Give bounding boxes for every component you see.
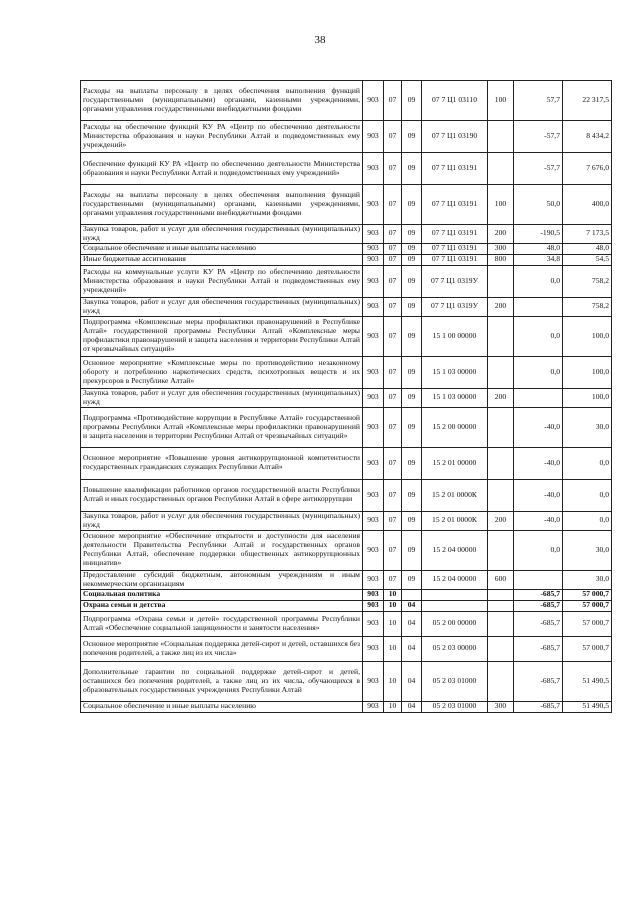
row-expense-type: 300 [488, 701, 514, 712]
row-change-amount: -685,7 [514, 701, 563, 712]
row-change-amount: 0,0 [514, 316, 563, 356]
row-name: Расходы на выплаты персоналу в целях обеспечения выполнения функций государственными (муниципальными) органами, казенными учреждениями, органами управления государственными внебюджетными фондами [81, 81, 363, 121]
row-section-code: 07 [384, 356, 402, 388]
row-section-code: 10 [384, 636, 402, 661]
row-subsection-code: 09 [402, 121, 422, 153]
table-row [81, 81, 612, 121]
row-section-code: 07 [384, 511, 402, 530]
row-subsection-code: 04 [402, 600, 422, 611]
row-name: Основное мероприятие «Повышение уровня антикоррупционной компетентности государственных гражданских служащих Республики Алтай» [81, 447, 363, 479]
row-program-code: 05 2 03 01000 [422, 661, 488, 701]
table-row [81, 636, 612, 661]
row-name: Социальное обеспечение и иные выплаты населению [81, 701, 363, 712]
row-subsection-code: 09 [402, 265, 422, 297]
row-admin-code: 903 [363, 81, 384, 121]
table-row [81, 243, 612, 254]
row-admin-code: 903 [363, 121, 384, 153]
row-expense-type [488, 153, 514, 185]
row-admin-code: 903 [363, 636, 384, 661]
row-name: Закупка товаров, работ и услуг для обеспечения государственных (муниципальных) нужд [81, 297, 363, 316]
row-change-amount: -40,0 [514, 447, 563, 479]
budget-table [80, 80, 612, 713]
row-change-amount: 48,0 [514, 243, 563, 254]
row-change-amount: -57,7 [514, 153, 563, 185]
table-row [81, 611, 612, 636]
row-expense-type [488, 611, 514, 636]
row-name: Социальная политика [81, 589, 363, 600]
row-admin-code: 903 [363, 356, 384, 388]
row-change-amount: -685,7 [514, 661, 563, 701]
row-total-amount: 0,0 [563, 511, 612, 530]
row-change-amount: 50,0 [514, 185, 563, 225]
row-program-code: 07 7 Ц1 03110 [422, 81, 488, 121]
row-change-amount: -190,5 [514, 225, 563, 244]
row-name: Подпрограмма «Комплексные меры профилактики правонарушений в Республике Алтай» государственной программы Республики Алтай «Комплексные меры профилактики правонарушений и защита населения и территории Республики Алтай от чрезвычайных ситуаций» [81, 316, 363, 356]
row-total-amount: 7 676,0 [563, 153, 612, 185]
row-subsection-code: 09 [402, 356, 422, 388]
row-expense-type [488, 589, 514, 600]
row-total-amount: 22 317,5 [563, 81, 612, 121]
row-total-amount: 51 490,5 [563, 701, 612, 712]
row-program-code: 07 7 Ц1 0319У [422, 265, 488, 297]
row-program-code: 15 2 04 00000 [422, 570, 488, 589]
row-change-amount: 0,0 [514, 530, 563, 570]
row-subsection-code: 04 [402, 661, 422, 701]
row-section-code: 10 [384, 611, 402, 636]
row-change-amount: -685,7 [514, 600, 563, 611]
row-subsection-code: 09 [402, 243, 422, 254]
row-program-code: 07 7 Ц1 03191 [422, 254, 488, 265]
row-total-amount: 57 000,7 [563, 600, 612, 611]
row-expense-type: 200 [488, 297, 514, 316]
row-admin-code: 903 [363, 225, 384, 244]
row-change-amount: -685,7 [514, 611, 563, 636]
row-expense-type [488, 265, 514, 297]
row-name: Иные бюджетные ассигнования [81, 254, 363, 265]
table-row [81, 530, 612, 570]
row-total-amount: 7 173,5 [563, 225, 612, 244]
row-program-code: 07 7 Ц1 03191 [422, 185, 488, 225]
row-total-amount: 57 000,7 [563, 636, 612, 661]
row-admin-code: 903 [363, 254, 384, 265]
row-expense-type: 300 [488, 243, 514, 254]
row-subsection-code: 09 [402, 316, 422, 356]
row-total-amount: 8 434,2 [563, 121, 612, 153]
row-subsection-code: 09 [402, 447, 422, 479]
row-expense-type: 200 [488, 388, 514, 407]
row-change-amount: -40,0 [514, 479, 563, 511]
row-expense-type [488, 407, 514, 447]
row-admin-code: 903 [363, 316, 384, 356]
row-total-amount: 0,0 [563, 479, 612, 511]
row-section-code: 07 [384, 530, 402, 570]
row-change-amount: 0,0 [514, 356, 563, 388]
row-expense-type [488, 316, 514, 356]
row-subsection-code: 09 [402, 511, 422, 530]
row-change-amount: -685,7 [514, 636, 563, 661]
row-program-code: 07 7 Ц1 03191 [422, 153, 488, 185]
row-change-amount: -40,0 [514, 407, 563, 447]
row-expense-type [488, 661, 514, 701]
row-expense-type [488, 530, 514, 570]
row-name: Расходы на выплаты персоналу в целях обеспечения выполнения функций государственными (муниципальными) органами, казенными учреждениями, органами управления государственными внебюджетными фондами [81, 185, 363, 225]
row-admin-code: 903 [363, 243, 384, 254]
row-admin-code: 903 [363, 388, 384, 407]
table-row [81, 479, 612, 511]
row-change-amount: -40,0 [514, 511, 563, 530]
row-total-amount: 758,2 [563, 265, 612, 297]
row-program-code [422, 589, 488, 600]
row-section-code: 07 [384, 225, 402, 244]
table-row [81, 600, 612, 611]
row-program-code: 15 2 00 00000 [422, 407, 488, 447]
row-subsection-code: 09 [402, 297, 422, 316]
row-expense-type [488, 121, 514, 153]
row-program-code: 15 2 01 00000 [422, 447, 488, 479]
row-program-code: 07 7 Ц1 0319У [422, 297, 488, 316]
row-section-code: 07 [384, 153, 402, 185]
table-row [81, 570, 612, 589]
row-subsection-code: 09 [402, 185, 422, 225]
table-row [81, 356, 612, 388]
row-section-code: 07 [384, 243, 402, 254]
row-expense-type [488, 479, 514, 511]
table-row [81, 254, 612, 265]
row-subsection-code: 09 [402, 81, 422, 121]
row-program-code: 07 7 Ц1 03191 [422, 243, 488, 254]
row-program-code: 15 1 03 00000 [422, 388, 488, 407]
table-row [81, 388, 612, 407]
row-section-code: 07 [384, 254, 402, 265]
row-section-code: 07 [384, 447, 402, 479]
row-admin-code: 903 [363, 511, 384, 530]
row-name: Повышение квалификации работников органов государственной власти Республики Алтай и иных государственных органов Республики Алтай в сфере антикоррупции [81, 479, 363, 511]
row-admin-code: 903 [363, 530, 384, 570]
row-section-code: 07 [384, 388, 402, 407]
row-program-code: 15 1 00 00000 [422, 316, 488, 356]
table-row [81, 121, 612, 153]
row-subsection-code: 04 [402, 701, 422, 712]
row-expense-type: 600 [488, 570, 514, 589]
row-section-code: 07 [384, 479, 402, 511]
row-section-code: 07 [384, 407, 402, 447]
row-admin-code: 903 [363, 479, 384, 511]
row-name: Основное мероприятие «Обеспечение открытости и доступности для населения деятельности Правительства Республики Алтай и государственных органов Республики Алтай, обеспечение поддержки общественных антикоррупционных инициатив» [81, 530, 363, 570]
row-section-code: 07 [384, 570, 402, 589]
table-row [81, 661, 612, 701]
row-subsection-code: 09 [402, 388, 422, 407]
row-total-amount: 30,0 [563, 530, 612, 570]
row-change-amount: 57,7 [514, 81, 563, 121]
row-admin-code: 903 [363, 661, 384, 701]
row-subsection-code: 09 [402, 153, 422, 185]
table-row [81, 297, 612, 316]
row-total-amount: 57 000,7 [563, 611, 612, 636]
row-name: Расходы на обеспечение функций КУ РА «Центр по обеспечению деятельности Министерства образования и науки Республики Алтай и подведомственных ему учреждений» [81, 121, 363, 153]
row-expense-type: 800 [488, 254, 514, 265]
row-admin-code: 903 [363, 600, 384, 611]
row-admin-code: 903 [363, 447, 384, 479]
row-program-code: 07 7 Ц1 03190 [422, 121, 488, 153]
row-name: Подпрограмма «Противодействие коррупции в Республике Алтай» государственной программы Республики Алтай «Комплексные меры профилактики правонарушений и защита населения и территории Республики Алтай от чрезвычайных ситуаций» [81, 407, 363, 447]
row-section-code: 10 [384, 661, 402, 701]
row-program-code: 07 7 Ц1 03191 [422, 225, 488, 244]
row-expense-type: 200 [488, 225, 514, 244]
row-name: Охрана семьи и детства [81, 600, 363, 611]
row-name: Закупка товаров, работ и услуг для обеспечения государственных (муниципальных) нужд [81, 511, 363, 530]
row-subsection-code: 09 [402, 225, 422, 244]
row-admin-code: 903 [363, 611, 384, 636]
row-name: Подпрограмма «Охрана семьи и детей» государственной программы Республики Алтай «Обеспечение социальной защищенности и занятости населения» [81, 611, 363, 636]
row-program-code: 05 2 03 00000 [422, 636, 488, 661]
row-change-amount: -57,7 [514, 121, 563, 153]
row-total-amount: 57 000,7 [563, 589, 612, 600]
row-name: Социальное обеспечение и иные выплаты населению [81, 243, 363, 254]
row-admin-code: 903 [363, 153, 384, 185]
row-expense-type [488, 636, 514, 661]
table-row [81, 316, 612, 356]
row-total-amount: 400,0 [563, 185, 612, 225]
row-section-code: 07 [384, 81, 402, 121]
row-subsection-code: 04 [402, 611, 422, 636]
table-row [81, 589, 612, 600]
table-row [81, 701, 612, 712]
row-section-code: 07 [384, 297, 402, 316]
row-section-code: 07 [384, 185, 402, 225]
row-section-code: 07 [384, 265, 402, 297]
row-program-code: 15 1 03 00000 [422, 356, 488, 388]
row-total-amount: 100,0 [563, 388, 612, 407]
row-total-amount: 100,0 [563, 316, 612, 356]
row-program-code: 15 2 01 0000К [422, 511, 488, 530]
budget-table-body [81, 81, 612, 713]
row-expense-type: 100 [488, 81, 514, 121]
row-subsection-code: 09 [402, 254, 422, 265]
row-admin-code: 903 [363, 265, 384, 297]
table-row [81, 407, 612, 447]
row-expense-type [488, 356, 514, 388]
row-change-amount [514, 388, 563, 407]
row-total-amount: 100,0 [563, 356, 612, 388]
row-admin-code: 903 [363, 570, 384, 589]
row-expense-type: 200 [488, 511, 514, 530]
row-change-amount [514, 570, 563, 589]
row-change-amount: 34,8 [514, 254, 563, 265]
row-total-amount: 51 490,5 [563, 661, 612, 701]
row-name: Предоставление субсидий бюджетным, автономным учреждениям и иным некоммерческим организациям [81, 570, 363, 589]
page-number: 38 [314, 34, 326, 46]
row-subsection-code: 09 [402, 570, 422, 589]
row-admin-code: 903 [363, 185, 384, 225]
row-program-code: 05 2 00 00000 [422, 611, 488, 636]
row-change-amount [514, 297, 563, 316]
row-name: Основное мероприятие «Комплексные меры по противодействию незаконному обороту и потреблению наркотических средств, психотропных веществ и их прекурсоров в Республике Алтай» [81, 356, 363, 388]
row-admin-code: 903 [363, 407, 384, 447]
row-expense-type [488, 600, 514, 611]
row-subsection-code [402, 589, 422, 600]
row-admin-code: 903 [363, 589, 384, 600]
row-program-code [422, 600, 488, 611]
row-program-code: 05 2 03 01000 [422, 701, 488, 712]
table-row [81, 225, 612, 244]
row-section-code: 10 [384, 600, 402, 611]
row-section-code: 10 [384, 589, 402, 600]
table-row [81, 185, 612, 225]
row-expense-type [488, 447, 514, 479]
row-total-amount: 758,2 [563, 297, 612, 316]
row-expense-type: 100 [488, 185, 514, 225]
row-total-amount: 0,0 [563, 447, 612, 479]
row-admin-code: 903 [363, 297, 384, 316]
row-admin-code: 903 [363, 701, 384, 712]
row-total-amount: 54,5 [563, 254, 612, 265]
row-subsection-code: 09 [402, 479, 422, 511]
row-name: Дополнительные гарантии по социальной поддержке детей-сирот и детей, оставшихся без попечения родителей, а также лиц из их числа, обучающихся в образовательных государственных учреждениях Республики Алтай [81, 661, 363, 701]
row-change-amount: -685,7 [514, 589, 563, 600]
row-total-amount: 30,0 [563, 407, 612, 447]
row-program-code: 15 2 04 00000 [422, 530, 488, 570]
row-total-amount: 30,0 [563, 570, 612, 589]
table-row [81, 265, 612, 297]
row-section-code: 07 [384, 121, 402, 153]
row-name: Закупка товаров, работ и услуг для обеспечения государственных (муниципальных) нужд [81, 388, 363, 407]
row-name: Расходы на коммунальные услуги КУ РА «Центр по обеспечению деятельности Министерства образования и науки Республики Алтай и подведомственных ему учреждений» [81, 265, 363, 297]
row-change-amount: 0,0 [514, 265, 563, 297]
row-total-amount: 48,0 [563, 243, 612, 254]
row-program-code: 15 2 01 0000К [422, 479, 488, 511]
row-name: Основное мероприятие «Социальная поддержка детей-сирот и детей, оставшихся без попечения родителей, а также лиц из их числа» [81, 636, 363, 661]
row-name: Обеспечение функций КУ РА «Центр по обеспечению деятельности Министерства образования и науки Республики Алтай и подведомственных ему учреждений» [81, 153, 363, 185]
table-row [81, 511, 612, 530]
row-subsection-code: 09 [402, 407, 422, 447]
row-section-code: 10 [384, 701, 402, 712]
row-section-code: 07 [384, 316, 402, 356]
row-name: Закупка товаров, работ и услуг для обеспечения государственных (муниципальных) нужд [81, 225, 363, 244]
table-row [81, 153, 612, 185]
row-subsection-code: 09 [402, 530, 422, 570]
table-row [81, 447, 612, 479]
row-subsection-code: 04 [402, 636, 422, 661]
